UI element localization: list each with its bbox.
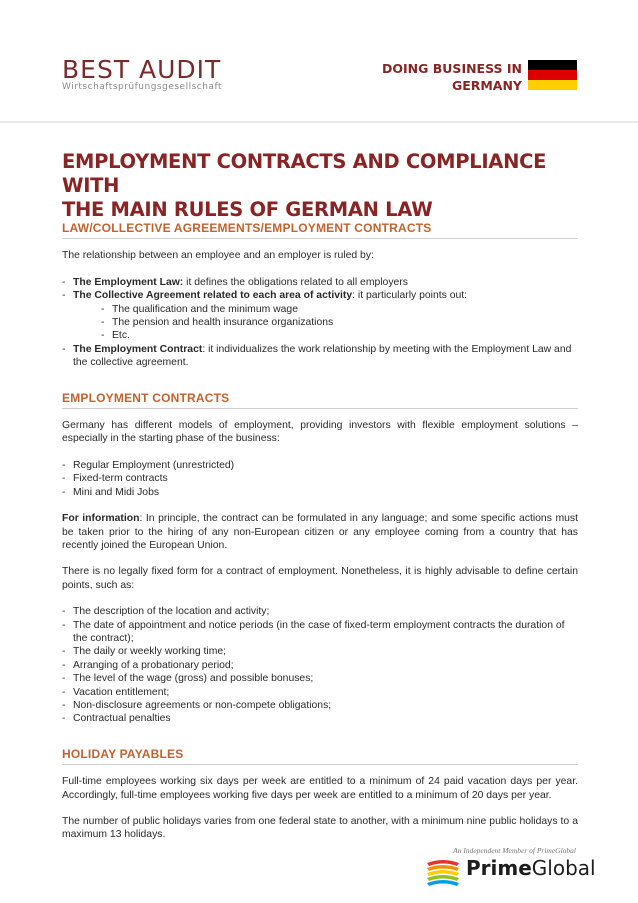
page-title bbox=[62, 150, 582, 222]
primeglobal-logo-text: PrimeGlobal bbox=[466, 856, 596, 880]
info-paragraph: For information: In principle, the contract can be formulated in any language; and some specific actions must be taken prior to the hiring of any non-European citizen or any employee coming from a country that has recently joined the European Union. bbox=[62, 513, 578, 551]
country-label-line1: DOING BUSINESS IN bbox=[382, 61, 522, 76]
brand-logo-title: BEST AUDIT bbox=[62, 55, 222, 84]
law-intro: The relationship between an employee and an employer is ruled by: bbox=[62, 250, 374, 262]
contract-points-list bbox=[62, 605, 578, 726]
section-heading-holiday-payables: HOLIDAY PAYABLES bbox=[62, 748, 578, 765]
list-item: - The date of appointment and notice periods (in the case of fixed-term employment contracts the duration of the contract); bbox=[62, 619, 578, 646]
employment-models-list bbox=[62, 459, 578, 499]
holiday-paragraph-1: Full-time employees working six days per week are entitled to a minimum of 24 paid vacation days per year. Accordingly, full-time employees working five days per week are entitled to a minimum of 20 days per year. bbox=[62, 776, 578, 801]
primeglobal-logo-icon bbox=[423, 857, 463, 889]
member-note: An Independent Member of PrimeGlobal bbox=[453, 846, 576, 855]
page-title-line1: EMPLOYMENT CONTRACTS AND COMPLIANCE WITH bbox=[62, 150, 547, 197]
list-item: - The daily or weekly working time; bbox=[62, 645, 578, 658]
section-heading-employment-contracts: EMPLOYMENT CONTRACTS bbox=[62, 392, 578, 409]
list-item: - The Employment Contract: it individualizes the work relationship by meeting with the Employment Law and the collective agreement. bbox=[62, 343, 578, 370]
header-divider bbox=[0, 121, 638, 123]
flag-stripe-gold bbox=[528, 80, 577, 90]
list-item: - The description of the location and activity; bbox=[62, 605, 578, 618]
list-item: - The pension and health insurance organizations bbox=[101, 316, 578, 329]
list-item: - Vacation entitlement; bbox=[62, 686, 578, 699]
list-item: - The Employment Law: it defines the obligations related to all employers bbox=[62, 276, 578, 289]
law-list bbox=[62, 276, 578, 370]
list-item: - Fixed-term contracts bbox=[62, 472, 578, 485]
list-item: - Arranging of a probationary period; bbox=[62, 659, 578, 672]
page-header bbox=[0, 0, 638, 122]
page-title-line2: THE MAIN RULES OF GERMAN LAW bbox=[62, 198, 433, 221]
flag-stripe-red bbox=[528, 70, 577, 80]
brand-logo-subtitle: Wirtschaftsprüfungsgesellschaft bbox=[62, 82, 222, 92]
flag-stripe-black bbox=[528, 60, 577, 70]
country-label bbox=[382, 60, 522, 94]
form-paragraph: There is no legally fixed form for a contract of employment. Nonetheless, it is highly advisable to define certain points, such as: bbox=[62, 566, 578, 591]
list-item: - Etc. bbox=[101, 329, 578, 342]
section-heading-law: LAW/COLLECTIVE AGREEMENTS/EMPLOYMENT CONTRACTS bbox=[62, 222, 578, 239]
germany-flag-icon bbox=[528, 60, 577, 90]
list-item: - Regular Employment (unrestricted) bbox=[62, 459, 578, 472]
country-label-line2: GERMANY bbox=[451, 78, 522, 93]
main-content bbox=[62, 222, 578, 842]
agreement-sub-list bbox=[73, 303, 578, 343]
list-item: - Contractual penalties bbox=[62, 712, 578, 725]
holiday-paragraph-2: The number of public holidays varies from one federal state to another, with a minimum nine public holidays to a maximum 13 holidays. bbox=[62, 816, 578, 841]
list-item: - Non-disclosure agreements or non-compete obligations; bbox=[62, 699, 578, 712]
employment-intro: Germany has different models of employment, providing investors with flexible employment solutions – especially in the starting phase of the business: bbox=[62, 420, 578, 445]
list-item: - The qualification and the minimum wage bbox=[101, 303, 578, 316]
list-item: - The Collective Agreement related to each area of activity: it particularly points out: - The qualification and the minimum wage - The pension and health insurance organizations - Etc. bbox=[62, 289, 578, 343]
list-item: - The level of the wage (gross) and possible bonuses; bbox=[62, 672, 578, 685]
list-item: - Mini and Midi Jobs bbox=[62, 486, 578, 499]
